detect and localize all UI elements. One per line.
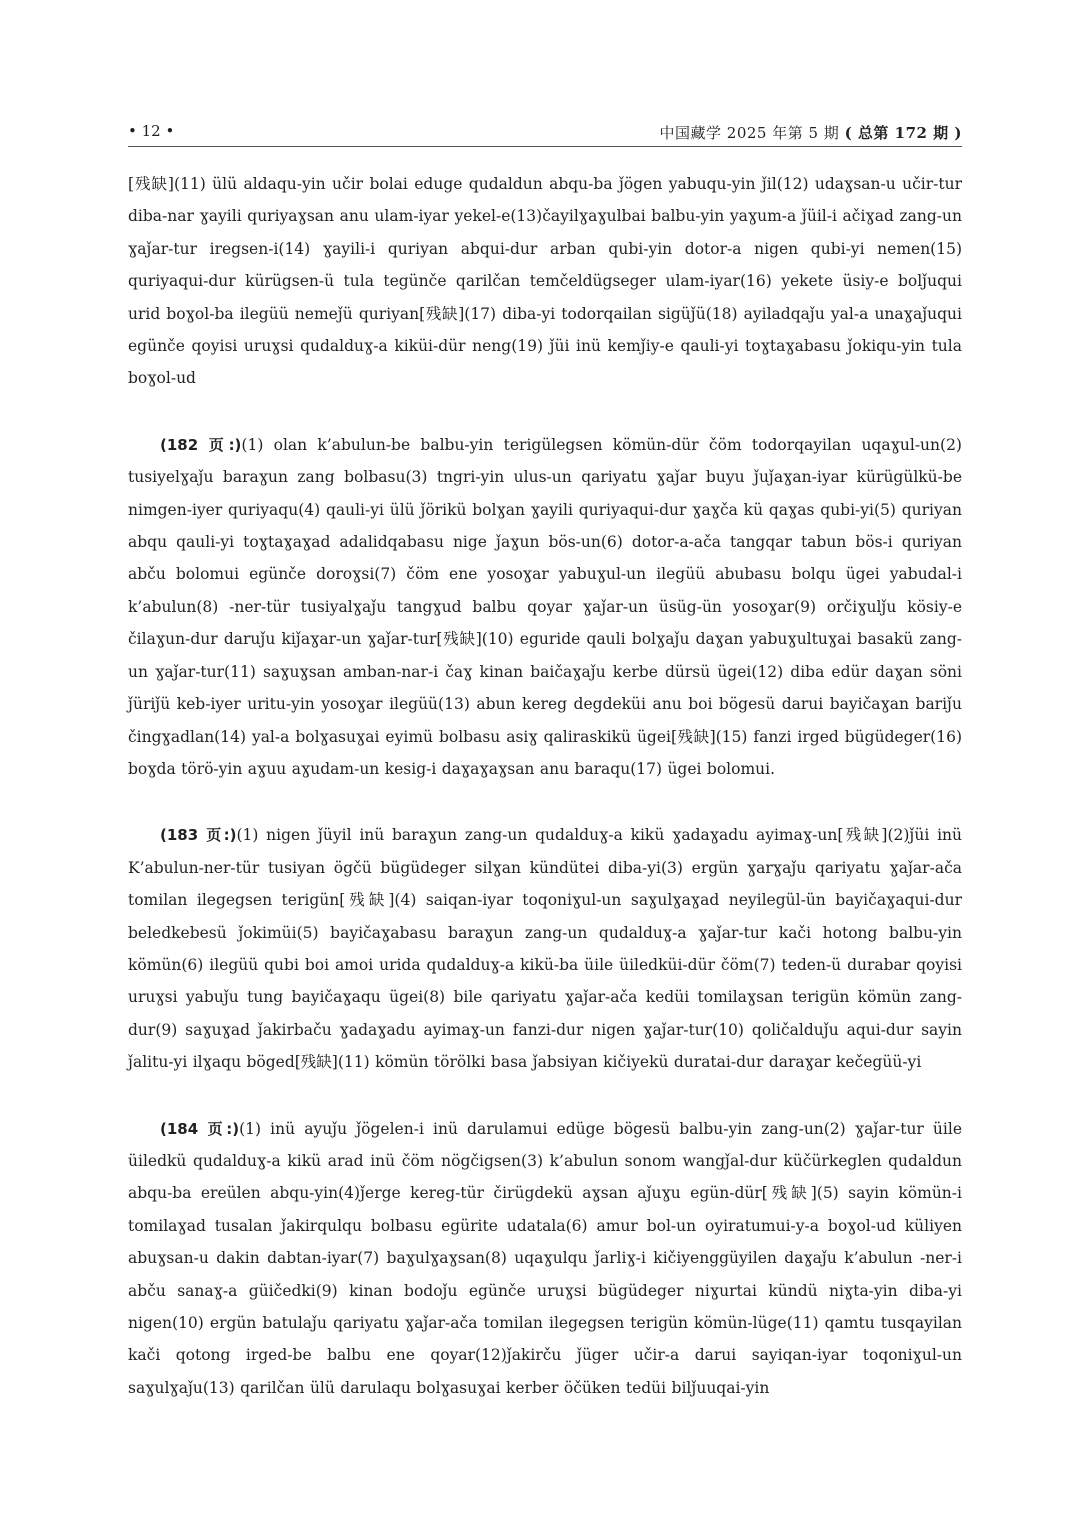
page-label: (184 页:) <box>160 1119 240 1138</box>
journal-issue: 中国藏学 2025 年第 5 期 <box>659 124 840 142</box>
journal-title <box>660 122 962 143</box>
paragraph-text: (1) olan k’abulun-be balbu-yin terigülegsen kömün-dür čöm todorqayilan uqaɣul-un(2) tusiyelɣaǰu baraɣun zang bolbasu(3) tngri-yin ulus-un qariyatu ɣaǰar buyu ǰuǰaɣan-iyar kürügülkü-be nimgen-iyer quriyaqu(4) qauli-yi ülü ǰörikü bolɣan ɣayili quriyaqui-dur ɣaɣča kü qaɣas qubi-yi(5) quriyan abqu qauli-yi toɣtaɣaɣad adalidqabasu nige ǰaɣun bös-un(6) dotor-a-ača tangqar tabun bös-i quriyan abču bolomui egünče doroɣsi(7) čöm ene yosoɣar yabuɣul-un ilegüü abubasu bolqu ügei yabudal-i k’abulun(8) -ner-tür tusiyalɣaǰu tangɣud balbu qoyar ɣaǰar-un üsüg-ün yosoɣar(9) orčiɣulǰu kösiy-e čilaɣun-dur daruǰu kiǰaɣar-un ɣaǰar-tur[残缺](10) eguride qauli bolɣaǰu daɣan yabuɣultuɣai basakü zang-un ɣaǰar-tur(11) saɣuɣsan amban-nar-i čaɣ kinan baičaɣaǰu kerbe dürsü ügei(12) diba edür daɣan söni ǰüriǰü keb-iyer uritu-yin yosoɣar ilegüü(13) abun kereg degdeküi anu boi bögesü darui bayičaɣan bariǰu čingɣadlan(14) yal-a bolɣasuɣai eyimü bolbasu asiɣ qaliraskikü ügei[残缺](15) fanzi irged bügüdeger(16) boɣda törö-yin aɣuu aɣudam-un kesig-i daɣaɣaɣsan anu baraqu(17) ügei bolomui. <box>128 435 962 778</box>
paragraph-text: (1) inü ayuǰu ǰögelen-i inü darulamui edüge bögesü balbu-yin zang-un(2) ɣaǰar-tur üile üiledkü qudalduɣ-a kikü arad inü čöm nögčigsen(3) k’abulun sonom wangǰal-dur küčürkeglen qudaldun abqu-ba ereülen abqu-yin(4)ǰerge kereg-tür čirügdekü aɣsan aǰuɣu egün-dür[残缺](5) sayin kömün-i tomilaɣad tusalan ǰakirqulqu bolbasu egürite udatala(6) amur bol-un oyiratumui-y-a boɣol-ud küliyen abuɣsan-u dakin dabtan-iyar(7) baɣulɣaɣsan(8) uqaɣulqu ǰarliɣ-i kičiyenggüyilen daɣaǰu k’abulun -ner-i abču sanaɣ-a güičedki(9) kinan bodoǰu egünče uruɣsi bügüdeger niɣurtai kündü niɣta-yin diba-yi nigen(10) ergün batulaǰu qariyatu ɣaǰar-ača tomilan ilegegsen terigün kömün-lüge(11) qamtu tusqayilan kači qotong irged-be balbu ene qoyar(12)ǰakirču ǰüger učir-a darui sayiqan-iyar toqoniɣul-un saɣulɣaǰu(13) qarilčan ülü darulaqu bolɣasuɣai kerber öčüken tedüi bilǰuuqai-yin <box>128 1119 963 1397</box>
paragraph-page-184 <box>128 1113 962 1405</box>
journal-total-issue: ( 总第 172 期 ) <box>844 124 962 142</box>
paragraph-page-182 <box>128 429 962 785</box>
paragraph-text: [残缺](11) ülü aldaqu-yin učir bolai eduge qudaldun abqu-ba ǰögen yabuqu-yin ǰil(12) udaɣsan-u učir-tur diba-nar ɣayili quriyaɣsan anu ulam-iyar yekel-e(13)čayilɣaɣulbai balbu-yin yaɣum-a ǰüil-i ačiɣad zang-un ɣaǰar-tur iregsen-i(14) ɣayili-i quriyan abqui-dur arban qubi-yin dotor-a nigen qubi-yi nemen(15) quriyaqui-dur kürügsen-ü tula tegünče qarilčan temčeldügseger ulam-iyar(16) yekete üsiy-e bolǰuqui urid boɣol-ba ilegüü nemeǰü quriyan[残缺](17) diba-yi todorqailan sigüǰü(18) ayiladqaǰu yal-a unaɣaǰuqui egünče qoyisi uruɣsi qudalduɣ-a kiküi-dür neng(19) ǰüi inü kemǰiy-e qauli-yi toɣtaɣabasu ǰokiqu-yin tula boɣol-ud <box>128 175 962 388</box>
page-number: • 12 • <box>128 122 175 140</box>
page-label: (182 页:) <box>160 435 242 454</box>
paragraph-text: (1) nigen ǰüyil inü baraɣun zang-un qudalduɣ-a kikü ɣadaɣadu ayimaɣ-un[残缺](2)ǰüi inü K’abulun-ner-tür tusiyan ögčü bügüdeger silɣan kündütei diba-yi(3) ergün ɣarɣaǰu qariyatu ɣaǰar-ača tomilan ilegegsen terigün[残缺](4) saiqan-iyar toqoniɣul-un saɣulɣaɣad neyilegül-ün bayičaɣaqui-dur beledkebesü ǰokimüi(5) bayičaɣabasu baraɣun zang-un qudalduɣ-a ɣaǰar-tur kači hotong balbu-yin kömün(6) ilegüü qubi boi amoi urida qudalduɣ-a kikü-ba üile üiledküi-dür čöm(7) teden-ü durabar qoyisi uruɣsi yabuǰu tung bayičaɣaqu ügei(8) bile qariyatu ɣaǰar-ača kedüi tomilaɣsan terigün kömün zang-dur(9) saɣuɣad ǰakirbaču ɣadaɣadu ayimaɣ-un fanzi-dur nigen ɣaǰar-tur(10) qoličalduǰu aqui-dur sayin ǰalitu-yi ilɣaqu böged[残缺](11) kömün törölki basa ǰabsiyan kičiyekü duratai-dur daraɣar kečegüü-yi <box>128 826 963 1072</box>
body-text <box>128 168 962 1438</box>
running-header <box>128 120 962 147</box>
paragraph-continuation <box>128 168 962 395</box>
paragraph-page-183 <box>128 819 962 1078</box>
page-label: (183 页:) <box>160 826 237 845</box>
